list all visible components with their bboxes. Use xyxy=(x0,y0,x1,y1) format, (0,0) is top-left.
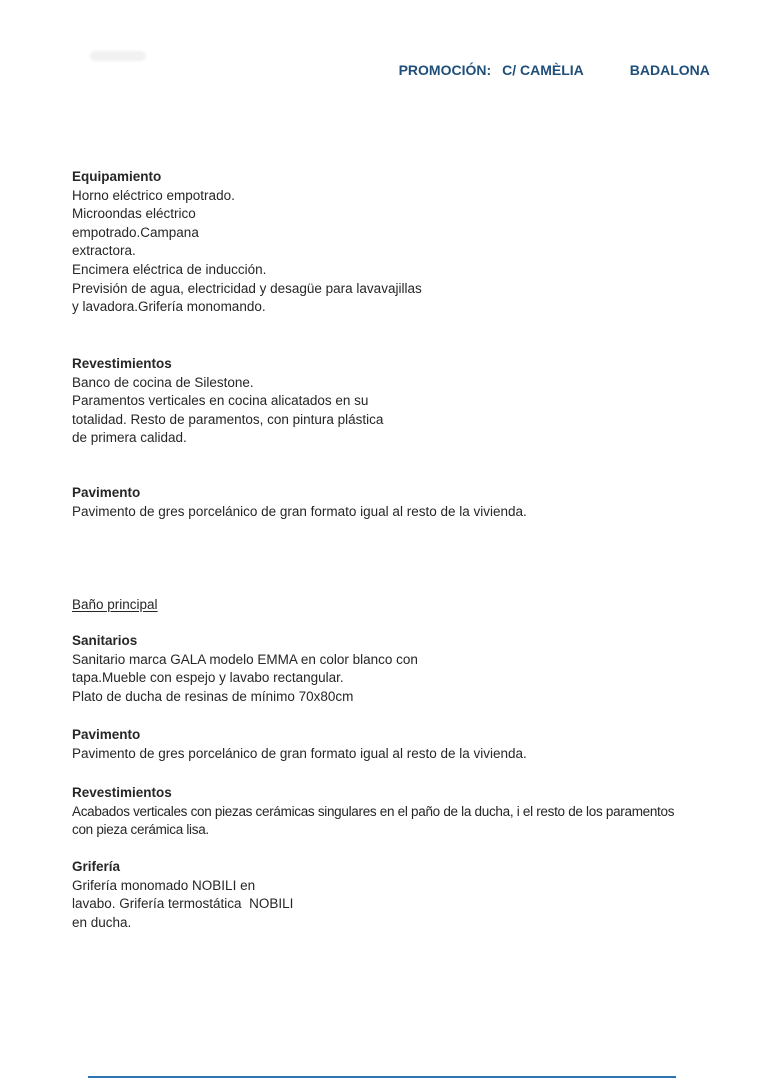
spec-line: con pieza cerámica lisa. xyxy=(72,822,209,838)
footer-rule xyxy=(88,1076,676,1078)
spec-line: Sanitario marca GALA modelo EMMA en color blanco con xyxy=(72,651,418,667)
spec-line: empotrado.Campana xyxy=(72,224,199,240)
section-sanitarios xyxy=(72,632,418,706)
spec-line: en ducha. xyxy=(72,914,132,930)
spec-line: totalidad. Resto de paramentos, con pintura plástica xyxy=(72,411,384,427)
spec-line: Pavimento de gres porcelánico de gran formato igual al resto de la vivienda. xyxy=(72,503,527,519)
spec-line: Pavimento de gres porcelánico de gran formato igual al resto de la vivienda. xyxy=(72,745,527,761)
promotion-city: BADALONA xyxy=(629,62,710,78)
document-header xyxy=(383,45,710,96)
spec-line: y lavadora.Grifería monomando. xyxy=(72,299,266,315)
spec-line: Encimera eléctrica de inducción. xyxy=(72,261,267,277)
spec-line: tapa.Mueble con espejo y lavabo rectangular. xyxy=(72,670,344,686)
spec-line: de primera calidad. xyxy=(72,430,187,446)
section-heading: Pavimento xyxy=(72,727,141,742)
section-griferia xyxy=(72,858,293,932)
spec-line: Previsión de agua, electricidad y desagüe para lavavajillas xyxy=(72,280,422,296)
section-revestimientos-bano xyxy=(72,784,674,840)
section-pavimento-cocina xyxy=(72,484,527,521)
section-heading: Sanitarios xyxy=(72,633,138,648)
spec-line: Acabados verticales con piezas cerámicas singulares en el paño de la ducha, i el resto de los paramentos xyxy=(72,803,675,819)
section-heading: Grifería xyxy=(72,859,121,874)
spec-line: extractora. xyxy=(72,243,136,259)
spec-line: Plato de ducha de resinas de mínimo 70x80cm xyxy=(72,688,354,704)
section-heading: Revestimientos xyxy=(72,785,172,800)
section-heading: Equipamiento xyxy=(72,169,162,184)
section-equipamiento xyxy=(72,168,422,317)
promotion-street: C/ CAMÈLIA xyxy=(502,62,584,78)
bathroom-section-title: Baño principal xyxy=(72,597,158,612)
section-pavimento-bano xyxy=(72,726,527,763)
promotion-label: PROMOCIÓN: xyxy=(398,62,492,78)
section-heading: Pavimento xyxy=(72,485,141,500)
spec-line: Paramentos verticales en cocina alicatados en su xyxy=(72,393,369,409)
faded-logo xyxy=(90,51,146,61)
spec-line: Grifería monomado NOBILI en xyxy=(72,877,256,893)
spec-line: lavabo. Grifería termostática NOBILI xyxy=(72,896,294,912)
spec-line: Microondas eléctrico xyxy=(72,206,196,222)
spec-line: Banco de cocina de Silestone. xyxy=(72,374,254,390)
spec-line: Horno eléctrico empotrado. xyxy=(72,187,235,203)
section-revestimientos-cocina xyxy=(72,355,383,448)
section-heading: Revestimientos xyxy=(72,356,172,371)
